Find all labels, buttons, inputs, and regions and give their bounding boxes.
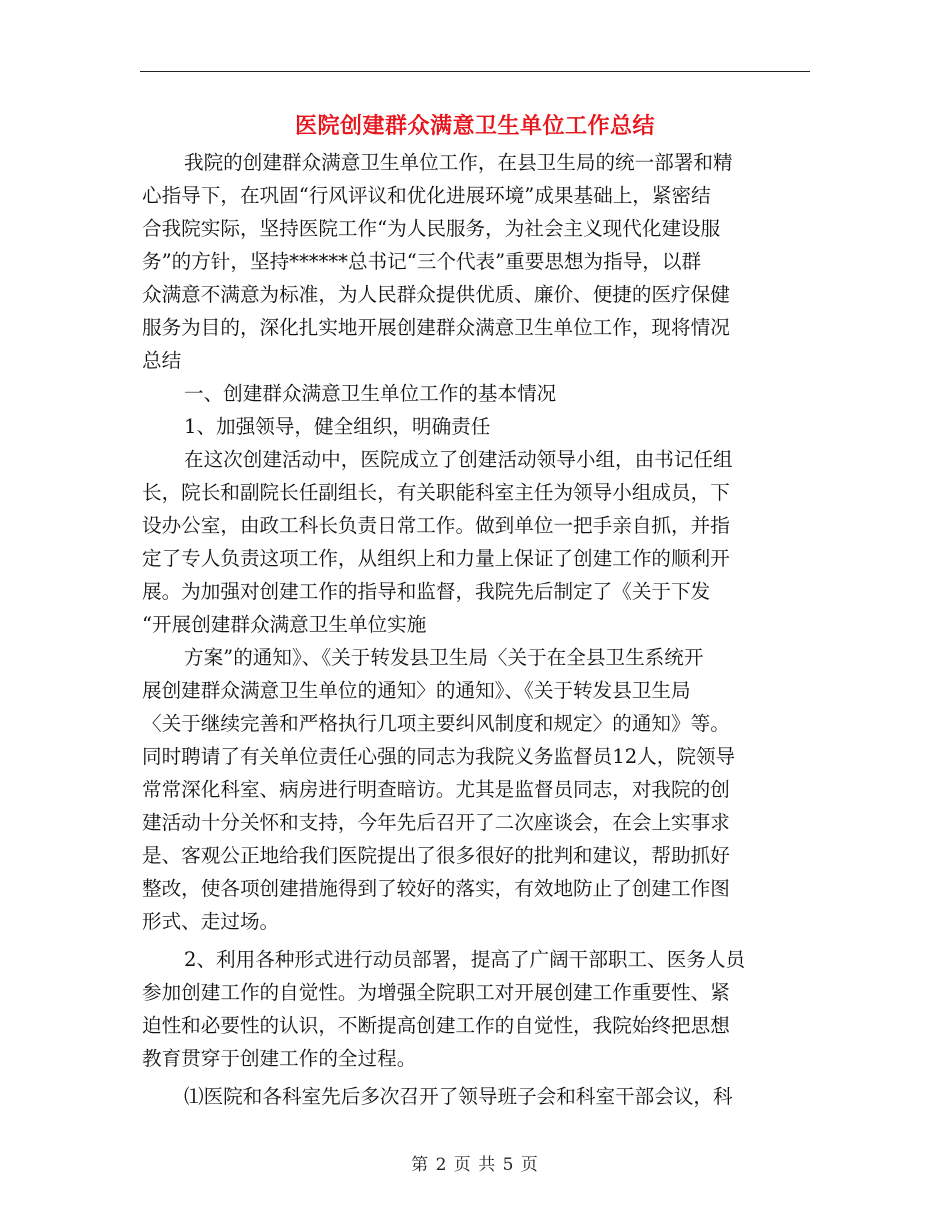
text-line: 服务为目的，深化扎实地开展创建群众满意卫生单位工作，现将情况 bbox=[142, 316, 730, 339]
text-line: 总结 bbox=[142, 349, 182, 372]
text-line: 务”的方针，坚持******总书记“三个代表”重要思想为指导，以群 bbox=[142, 250, 702, 273]
text-line: 同时聘请了有关单位责任心强的同志为我院义务监督员12人，院领导 bbox=[142, 745, 736, 768]
text-line: 长，院长和副院长任副组长，有关职能科室主任为领导小组成员，下 bbox=[142, 481, 730, 504]
subsection-heading: 2、利用各种形式进行动员部署，提高了广阔干部职工、医务人员 bbox=[184, 948, 746, 971]
text-line: 是、客观公正地给我们医院提出了很多很好的批判和建议，帮助抓好 bbox=[142, 844, 730, 867]
subsection-heading: 1、加强领导，健全组织，明确责任 bbox=[184, 415, 491, 438]
text-line: 定了专人负责这项工作，从组织上和力量上保证了创建工作的顺利开 bbox=[142, 547, 730, 570]
text-line: 建活动十分关怀和支持，今年先后召开了二次座谈会，在会上实事求 bbox=[142, 811, 730, 834]
section-heading: 一、创建群众满意卫生单位工作的基本情况 bbox=[184, 382, 557, 405]
text-line: 合我院实际，坚持医院工作“为人民服务，为社会主义现代化建设服 bbox=[142, 217, 721, 240]
text-line: 在这次创建活动中，医院成立了创建活动领导小组，由书记任组 bbox=[184, 448, 733, 471]
page-number: 第 2 页 共 5 页 bbox=[411, 1155, 539, 1175]
text-line: 参加创建工作的自觉性。为增强全院职工对开展创建工作重要性、紧 bbox=[142, 981, 730, 1004]
text-line: ⑴医院和各科室先后多次召开了领导班子会和科室干部会议，科 bbox=[184, 1085, 733, 1108]
text-line: 展。为加强对创建工作的指导和监督，我院先后制定了《关于下发 bbox=[142, 580, 711, 603]
text-line: “开展创建群众满意卫生单位实施 bbox=[142, 613, 427, 636]
text-line: 常常深化科室、病房进行明查暗访。尤其是监督员同志，对我院的创 bbox=[142, 778, 730, 801]
text-line: 方案”的通知》、《关于转发县卫生局〈关于在全县卫生系统开 bbox=[184, 646, 704, 669]
text-line: 我院的创建群众满意卫生单位工作，在县卫生局的统一部署和精 bbox=[184, 151, 733, 174]
text-line: 整改，使各项创建措施得到了较好的落实，有效地防止了创建工作图 bbox=[142, 877, 730, 900]
document-body bbox=[142, 146, 810, 1113]
text-line: 心指导下，在巩固“行风评议和优化进展环境”成果基础上，紧密结 bbox=[142, 184, 711, 207]
text-line: 形式、走过场。 bbox=[142, 910, 280, 933]
text-line: 展创建群众满意卫生单位的通知〉的通知》、《关于转发县卫生局 bbox=[142, 679, 691, 702]
text-line: 〈关于继续完善和严格执行几项主要纠风制度和规定〉的通知》等。 bbox=[142, 712, 730, 735]
text-line: 设办公室，由政工科长负责日常工作。做到单位一把手亲自抓，并指 bbox=[142, 514, 730, 537]
text-line: 迫性和必要性的认识，不断提高创建工作的自觉性，我院始终把思想 bbox=[142, 1014, 730, 1037]
text-line: 众满意不满意为标准，为人民群众提供优质、廉价、便捷的医疗保健 bbox=[142, 283, 730, 306]
document-title: 医院创建群众满意卫生单位工作总结 bbox=[294, 113, 655, 139]
header-rule bbox=[140, 71, 810, 72]
text-line: 教育贯穿于创建工作的全过程。 bbox=[142, 1047, 417, 1070]
